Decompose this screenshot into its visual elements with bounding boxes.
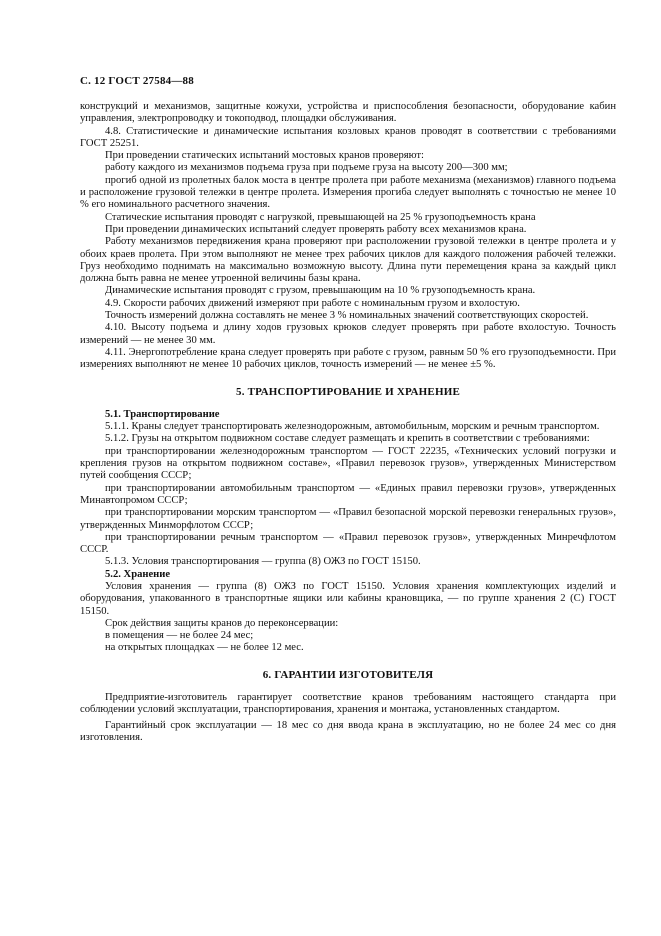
paragraph: в помещения — не более 24 мес; bbox=[105, 630, 254, 642]
paragraph: 5.1.2. Грузы на открытом подвижном составе следует размещать и крепить в соответствии с требованиями: bbox=[105, 433, 590, 445]
paragraph: Срок действия защиты кранов до переконсервации: bbox=[105, 617, 339, 629]
section-heading: 5. ТРАНСПОРТИРОВАНИЕ И ХРАНЕНИЕ bbox=[236, 385, 460, 398]
paragraph: При проведении статических испытаний мостовых кранов проверяют: bbox=[105, 150, 425, 162]
paragraph: конструкций и механизмов, защитные кожухи, устройства и приспособления безопасности, оборудование кабин управления, электропроводку и токоподвод, площадки обслуживания. bbox=[80, 101, 616, 125]
document-body bbox=[80, 101, 616, 744]
paragraph: при транспортировании железнодорожным транспортом — ГОСТ 22235, «Технических условий погрузки и крепления грузов на открытом подвижном составе», «Правил перевозок грузов», утвержденных Министерством путей сообщения СССР; bbox=[80, 445, 616, 482]
paragraph: 5.1.1. Краны следует транспортировать железнодорожным, автомобильным, морским и речным транспортом. bbox=[105, 421, 600, 433]
paragraph: на открытых площадках — не более 12 мес. bbox=[105, 642, 304, 654]
paragraph: Точность измерений должна составлять не менее 3 % номинальных значений соответствующих скоростей. bbox=[105, 310, 589, 322]
page-header: С. 12 ГОСТ 27584—88 bbox=[80, 75, 194, 87]
paragraph: при транспортировании автомобильным транспортом — «Единых правил перевозки грузов», утвержденных Минавтопромом СССР; bbox=[80, 482, 616, 506]
paragraph: работу каждого из механизмов подъема груза при подъеме груза на высоту 200—300 мм; bbox=[105, 162, 508, 174]
paragraph: 5.1.3. Условия транспортирования — группа (8) ОЖЗ по ГОСТ 15150. bbox=[105, 556, 421, 568]
paragraph: При проведении динамических испытаний следует проверять работу всех механизмов крана. bbox=[105, 223, 527, 235]
section-heading: 6. ГАРАНТИИ ИЗГОТОВИТЕЛЯ bbox=[262, 668, 434, 681]
subsection-heading: 5.2. Хранение bbox=[105, 568, 171, 580]
paragraph: при транспортировании речным транспортом — «Правил перевозок грузов», утвержденных Минречфлотом СССР. bbox=[80, 531, 616, 556]
subsection-heading: 5.1. Транспортирование bbox=[105, 408, 220, 420]
paragraph: Динамические испытания проводят с грузом, превышающим на 10 % грузоподъемность крана. bbox=[105, 285, 536, 297]
paragraph: Предприятие-изготовитель гарантирует соответствие кранов требованиям настоящего стандарта при соблюдении условий эксплуатации, транспортирования, хранения и монтажа, установленных стандартом. bbox=[80, 692, 616, 716]
paragraph: прогиб одной из пролетных балок моста в центре пролета при работе механизма (механизмов) главного подъема и расположение грузовой тележки в центре пролета. Измерения прогиба следует выполнять с точностью не менее 10 % его номинального расчетного значения. bbox=[80, 174, 616, 211]
paragraph: 4.8. Статистические и динамические испытания козловых кранов проводят в соответствии с требованиями ГОСТ 25251. bbox=[80, 125, 616, 149]
paragraph: Гарантийный срок эксплуатации — 18 мес со дня ввода крана в эксплуатацию, но не более 24 мес со дня изготовления. bbox=[80, 719, 616, 743]
paragraph: при транспортировании морским транспортом — «Правил безопасной морской перевозки генеральных грузов», утвержденных Минморфлотом СССР; bbox=[80, 507, 616, 531]
paragraph: Статические испытания проводят с нагрузкой, превышающей на 25 % грузоподъемность крана bbox=[105, 211, 536, 223]
paragraph: 4.9. Скорости рабочих движений измеряют при работе с номинальным грузом и вхолостую. bbox=[105, 297, 520, 309]
paragraph: 4.11. Энергопотребление крана следует проверять при работе с грузом, равным 50 % его грузоподъемности. При измерениях выполняют не менее 10 рабочих циклов, точность измерений — не менее ±5 %. bbox=[80, 346, 616, 371]
paragraph: Условия хранения — группа (8) ОЖЗ по ГОСТ 15150. Условия хранения комплектующих изделий и оборудования, упакованного в транспортные ящики или кабины крановщика, — по группе хранения 2 (С) ГОСТ 15150. bbox=[80, 580, 616, 617]
paragraph: Работу механизмов передвижения крана проверяют при расположении грузовой тележки в центре пролета и у обоих краев пролета. При этом выполняют не менее трех рабочих циклов для каждого положения рабочей тележки. Груз необходимо поднимать на максимально возможную высоту. Длина пути перемещения крана за каждый цикл должна быть равна не менее утроенной величины базы крана. bbox=[80, 236, 616, 285]
paragraph: 4.10. Высоту подъема и длину ходов грузовых крюков следует проверять при работе вхолостую. Точность измерений — не менее 30 мм. bbox=[80, 322, 616, 346]
